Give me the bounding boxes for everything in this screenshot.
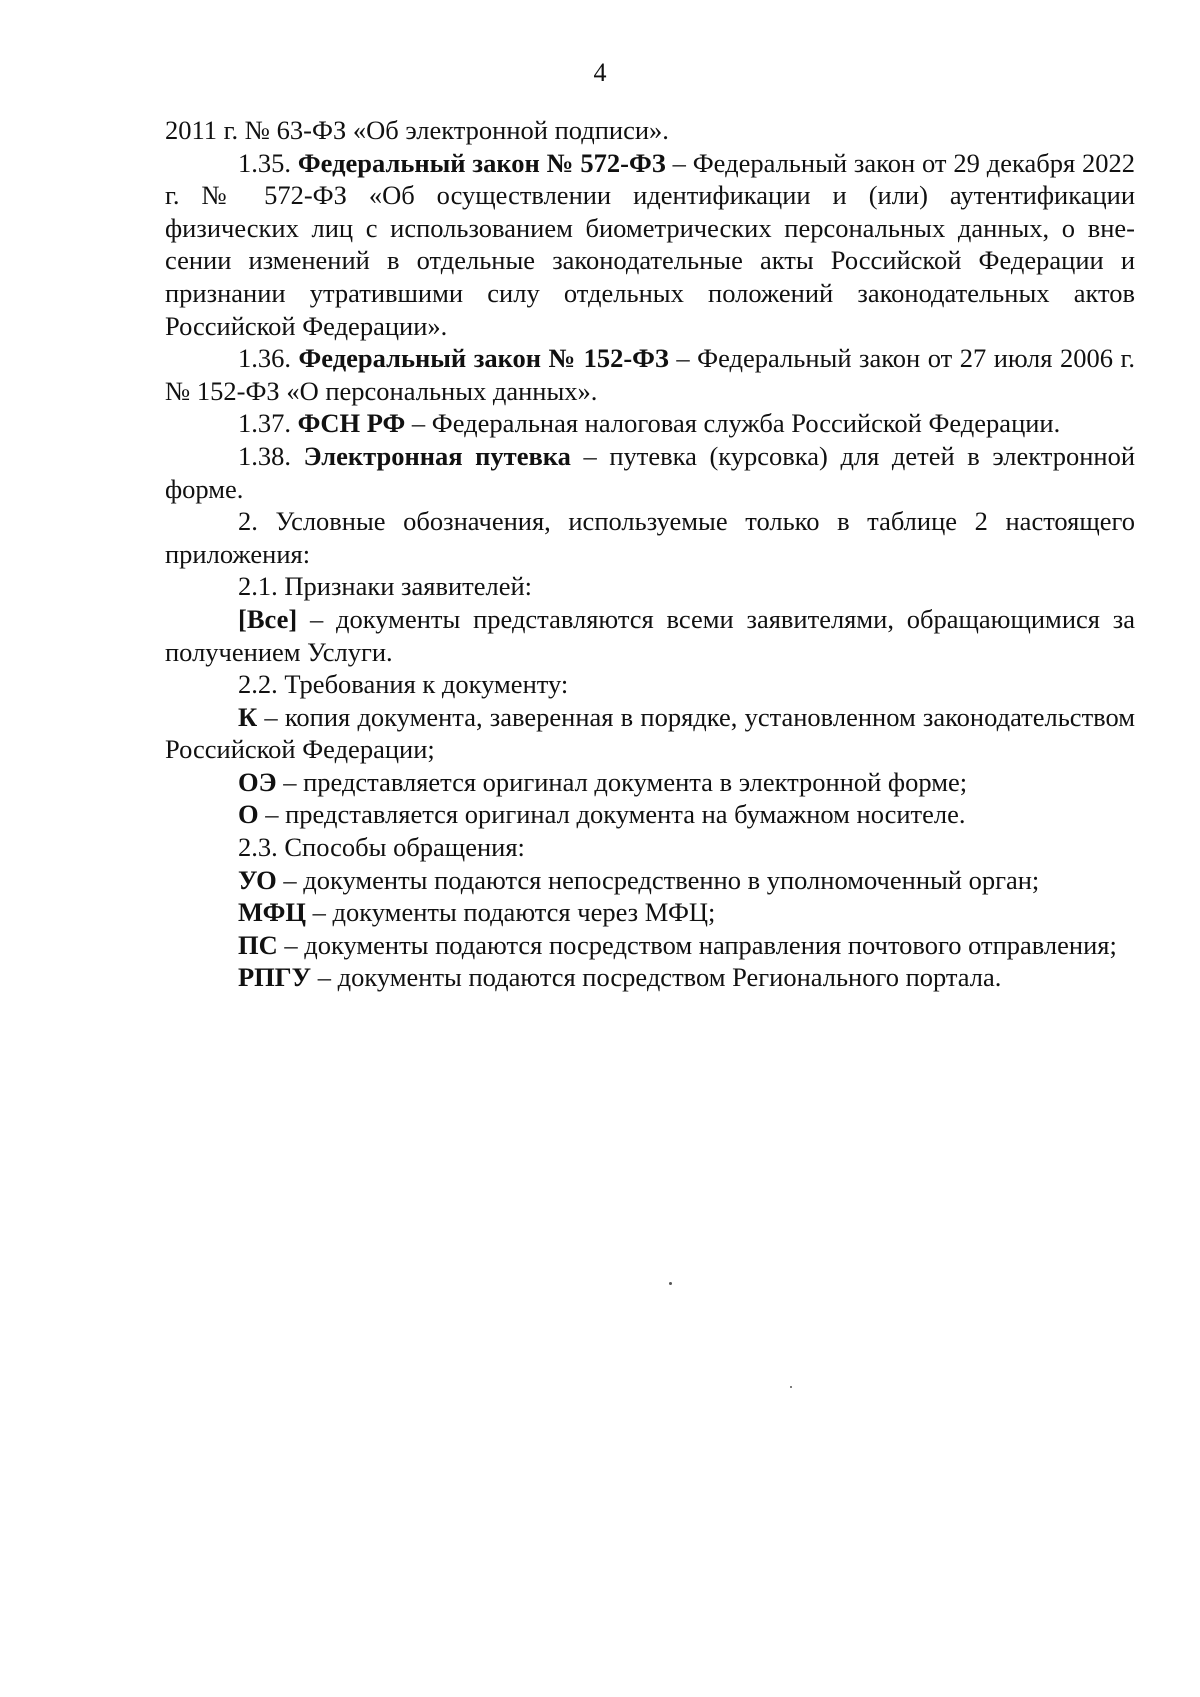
legend-uo <box>165 864 1135 897</box>
section-2-3-heading <box>165 831 1135 864</box>
paragraph-continuation <box>165 114 1135 147</box>
legend-code: МФЦ <box>238 897 307 928</box>
legend-text: – представляется оригинал документа в электронной форме; <box>276 766 968 797</box>
legend-code: ОЭ <box>238 766 277 797</box>
defined-term: ФСН РФ <box>297 408 406 439</box>
definition-1-37 <box>165 407 1135 440</box>
legend-text: – документы подаются непосредственно в уполномоченный орган; <box>276 864 1040 895</box>
defined-term: Электронная путевка <box>303 440 571 471</box>
legend-code: РПГУ <box>238 962 312 993</box>
legend-code: О <box>238 799 259 830</box>
definition-1-38 <box>165 440 1135 505</box>
legend-all-applicants <box>165 603 1135 668</box>
definition-1-36 <box>165 342 1135 407</box>
defined-term: Федеральный закон № 572-ФЗ <box>297 147 666 178</box>
scan-speck <box>790 1386 792 1388</box>
legend-code: УО <box>238 864 277 895</box>
paragraph-text: 2.1. Признаки заявителей: <box>238 571 533 602</box>
definition-text: – путевка (курсовка) для детей в электронной форме. <box>165 440 1135 504</box>
section-2-2-heading <box>165 668 1135 701</box>
definition-text: – Федеральный закон от 27 июля 2006 г. № 152-ФЗ «О персональных данных». <box>165 343 1135 406</box>
legend-code: К <box>238 701 258 732</box>
legend-code: ПС <box>238 929 278 960</box>
item-number: 1.37. <box>238 408 298 439</box>
legend-mfc <box>165 896 1135 929</box>
legend-text: – документы подаются через МФЦ; <box>306 897 716 928</box>
page-number: 4 <box>593 58 607 87</box>
definition-1-35 <box>165 147 1135 343</box>
section-2-heading <box>165 505 1135 570</box>
defined-term: Федеральный закон № 152-ФЗ <box>298 343 669 374</box>
legend-text: – документы подаются посредством Регионального портала. <box>311 962 1002 993</box>
legend-code: [Все] <box>238 603 298 634</box>
legend-k <box>165 701 1135 766</box>
paragraph-text: 2011 г. № 63-ФЗ «Об электронной подписи». <box>165 115 669 145</box>
paragraph-text: 2.3. Способы обращения: <box>238 832 525 863</box>
scan-speck <box>669 1282 672 1285</box>
legend-rpgu <box>165 961 1135 994</box>
item-number: 1.38. <box>238 440 304 471</box>
legend-text: – документы подаются посредством направления почтового отправления; <box>277 929 1117 960</box>
section-2-1-heading <box>165 570 1135 603</box>
legend-ps <box>165 929 1135 962</box>
legend-o <box>165 798 1135 831</box>
legend-text: – копия документа, заверенная в порядке, установленном законодательством Российской Федерации; <box>165 701 1135 765</box>
paragraph-text: 2. Условные обозначения, используемые только в таблице 2 настоящего приложения: <box>165 506 1135 569</box>
legend-text: – документы представляются всеми заявителями, обращающимися за получением Услуги. <box>165 603 1135 667</box>
item-number: 1.35. <box>238 147 298 178</box>
definition-text: – Федеральный закон от 29 декабря 2022 г. № 572-ФЗ «Об осуществлении идентификации и (или) аутентификации физических лиц с использованием биометрических персональных данных, о внесении изменений в отдельные законодательные акты Российской Федерации и признании утратившими силу отдельных положений законодательных актов Российской Федерации». <box>165 147 1136 341</box>
document-body <box>165 114 1135 994</box>
legend-oe <box>165 766 1135 799</box>
legend-text: – представляется оригинал документа на бумажном носителе. <box>258 799 966 830</box>
paragraph-text: 2.2. Требования к документу: <box>238 669 569 700</box>
item-number: 1.36. <box>238 343 299 374</box>
definition-text: – Федеральная налоговая служба Российской Федерации. <box>405 408 1061 439</box>
